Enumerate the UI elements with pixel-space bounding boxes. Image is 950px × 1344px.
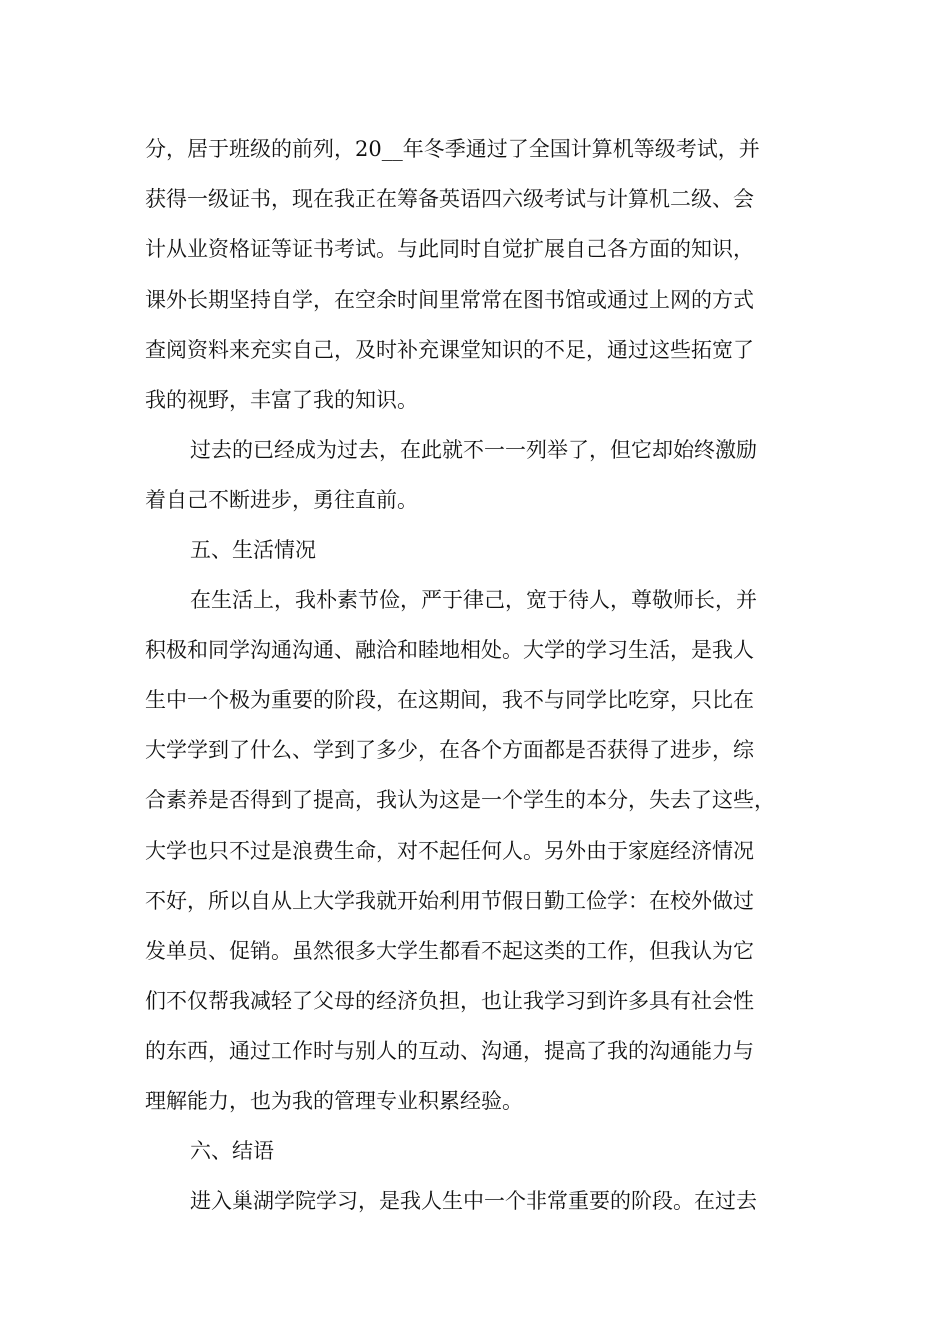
text-line: 着自己不断进步，勇往直前。 — [145, 488, 418, 512]
text-line: 发单员、促销。虽然很多大学生都看不起这类的工作，但我认为它 — [145, 939, 754, 963]
text-line: 不好，所以自从上大学我就开始利用节假日勤工俭学：在校外做过 — [145, 889, 754, 913]
paragraph-first-line: 过去的已经成为过去，在此就不一一列举了，但它却始终激励 — [190, 438, 757, 462]
text-line: 的东西，通过工作时与别人的互动、沟通，提高了我的沟通能力与 — [145, 1039, 754, 1063]
text-line: 分，居于班级的前列，20__年冬季通过了全国计算机等级考试，并 — [145, 137, 760, 161]
paragraph-first-line: 进入巢湖学院学习，是我人生中一个非常重要的阶段。在过去 — [190, 1189, 757, 1213]
text-line: 理解能力，也为我的管理专业积累经验。 — [145, 1089, 523, 1113]
text-line: 计从业资格证等证书考试。与此同时自觉扩展自己各方面的知识， — [145, 237, 754, 261]
section-heading: 六、结语 — [190, 1139, 274, 1163]
text-line: 我的视野，丰富了我的知识。 — [145, 388, 418, 412]
text-line: 课外长期坚持自学，在空余时间里常常在图书馆或通过上网的方式 — [145, 288, 754, 312]
text-line: 们不仅帮我减轻了父母的经济负担，也让我学习到许多具有社会性 — [145, 989, 754, 1013]
text-line: 积极和同学沟通沟通、融洽和睦地相处。大学的学习生活，是我人 — [145, 638, 754, 662]
section-heading: 五、生活情况 — [190, 538, 316, 562]
text-line: 大学也只不过是浪费生命，对不起任何人。另外由于家庭经济情况 — [145, 839, 754, 863]
text-line: 生中一个极为重要的阶段，在这期间，我不与同学比吃穿，只比在 — [145, 688, 754, 712]
text-line: 获得一级证书，现在我正在筹备英语四六级考试与计算机二级、会 — [145, 187, 754, 211]
text-line: 查阅资料来充实自己，及时补充课堂知识的不足，通过这些拓宽了 — [145, 338, 754, 362]
paragraph-first-line: 在生活上，我朴素节俭，严于律己，宽于待人，尊敬师长，并 — [190, 588, 757, 612]
text-line: 大学学到了什么、学到了多少，在各个方面都是否获得了进步，综 — [145, 738, 754, 762]
text-line: 合素养是否得到了提高，我认为这是一个学生的本分，失去了这些， — [145, 788, 775, 812]
